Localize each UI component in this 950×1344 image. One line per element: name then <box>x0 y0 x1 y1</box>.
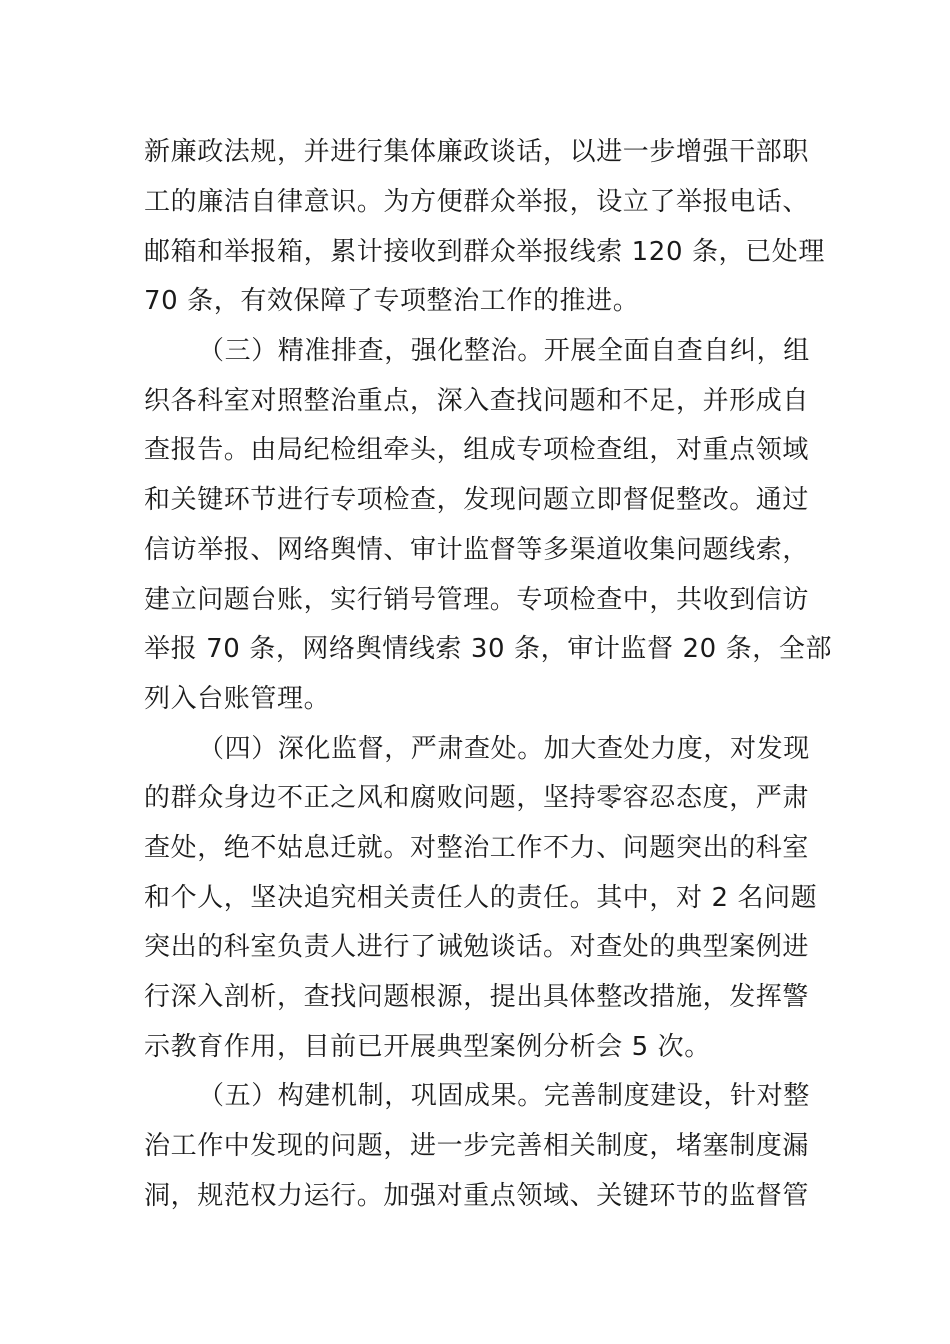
paragraph-line: 织各科室对照整治重点，深入查找问题和不足，并形成自 <box>144 386 810 416</box>
paragraph-line: 70 条，有效保障了专项整治工作的推进。 <box>144 286 640 316</box>
paragraph-line: 查报告。由局纪检组牵头，组成专项检查组，对重点领域 <box>144 435 810 465</box>
paragraph-line: 查处，绝不姑息迁就。对整治工作不力、问题突出的科室 <box>144 833 810 863</box>
paragraph-line: 建立问题台账，实行销号管理。专项检查中，共收到信访 <box>144 585 810 615</box>
section-heading-line: （四）深化监督，严肃查处。加大查处力度，对发现 <box>198 734 810 764</box>
paragraph-line: 列入台账管理。 <box>144 684 331 714</box>
paragraph-line: 突出的科室负责人进行了诫勉谈话。对查处的典型案例进 <box>144 932 810 962</box>
paragraph-line: 信访举报、网络舆情、审计监督等多渠道收集问题线索， <box>144 535 810 565</box>
section-heading-line: （五）构建机制，巩固成果。完善制度建设，针对整 <box>198 1081 810 1111</box>
paragraph-line: 和个人，坚决追究相关责任人的责任。其中，对 2 名问题 <box>144 883 818 913</box>
paragraph-line: 的群众身边不正之风和腐败问题，坚持零容忍态度，严肃 <box>144 783 810 813</box>
paragraph-line: 邮箱和举报箱，累计接收到群众举报线索 120 条，已处理 <box>144 237 825 267</box>
paragraph-line: 新廉政法规，并进行集体廉政谈话，以进一步增强干部职 <box>144 137 810 167</box>
paragraph-line: 和关键环节进行专项检查，发现问题立即督促整改。通过 <box>144 485 810 515</box>
section-heading-line: （三）精准排查，强化整治。开展全面自查自纠，组 <box>198 336 810 366</box>
paragraph-line: 洞，规范权力运行。加强对重点领域、关键环节的监督管 <box>144 1181 810 1211</box>
paragraph-line: 治工作中发现的问题，进一步完善相关制度，堵塞制度漏 <box>144 1131 810 1161</box>
paragraph-line: 示教育作用，目前已开展典型案例分析会 5 次。 <box>144 1032 711 1062</box>
paragraph-line: 行深入剖析，查找问题根源，提出具体整改措施，发挥警 <box>144 982 810 1012</box>
paragraph-line: 工的廉洁自律意识。为方便群众举报，设立了举报电话、 <box>144 187 810 217</box>
paragraph-line: 举报 70 条，网络舆情线索 30 条，审计监督 20 条，全部 <box>144 634 833 664</box>
